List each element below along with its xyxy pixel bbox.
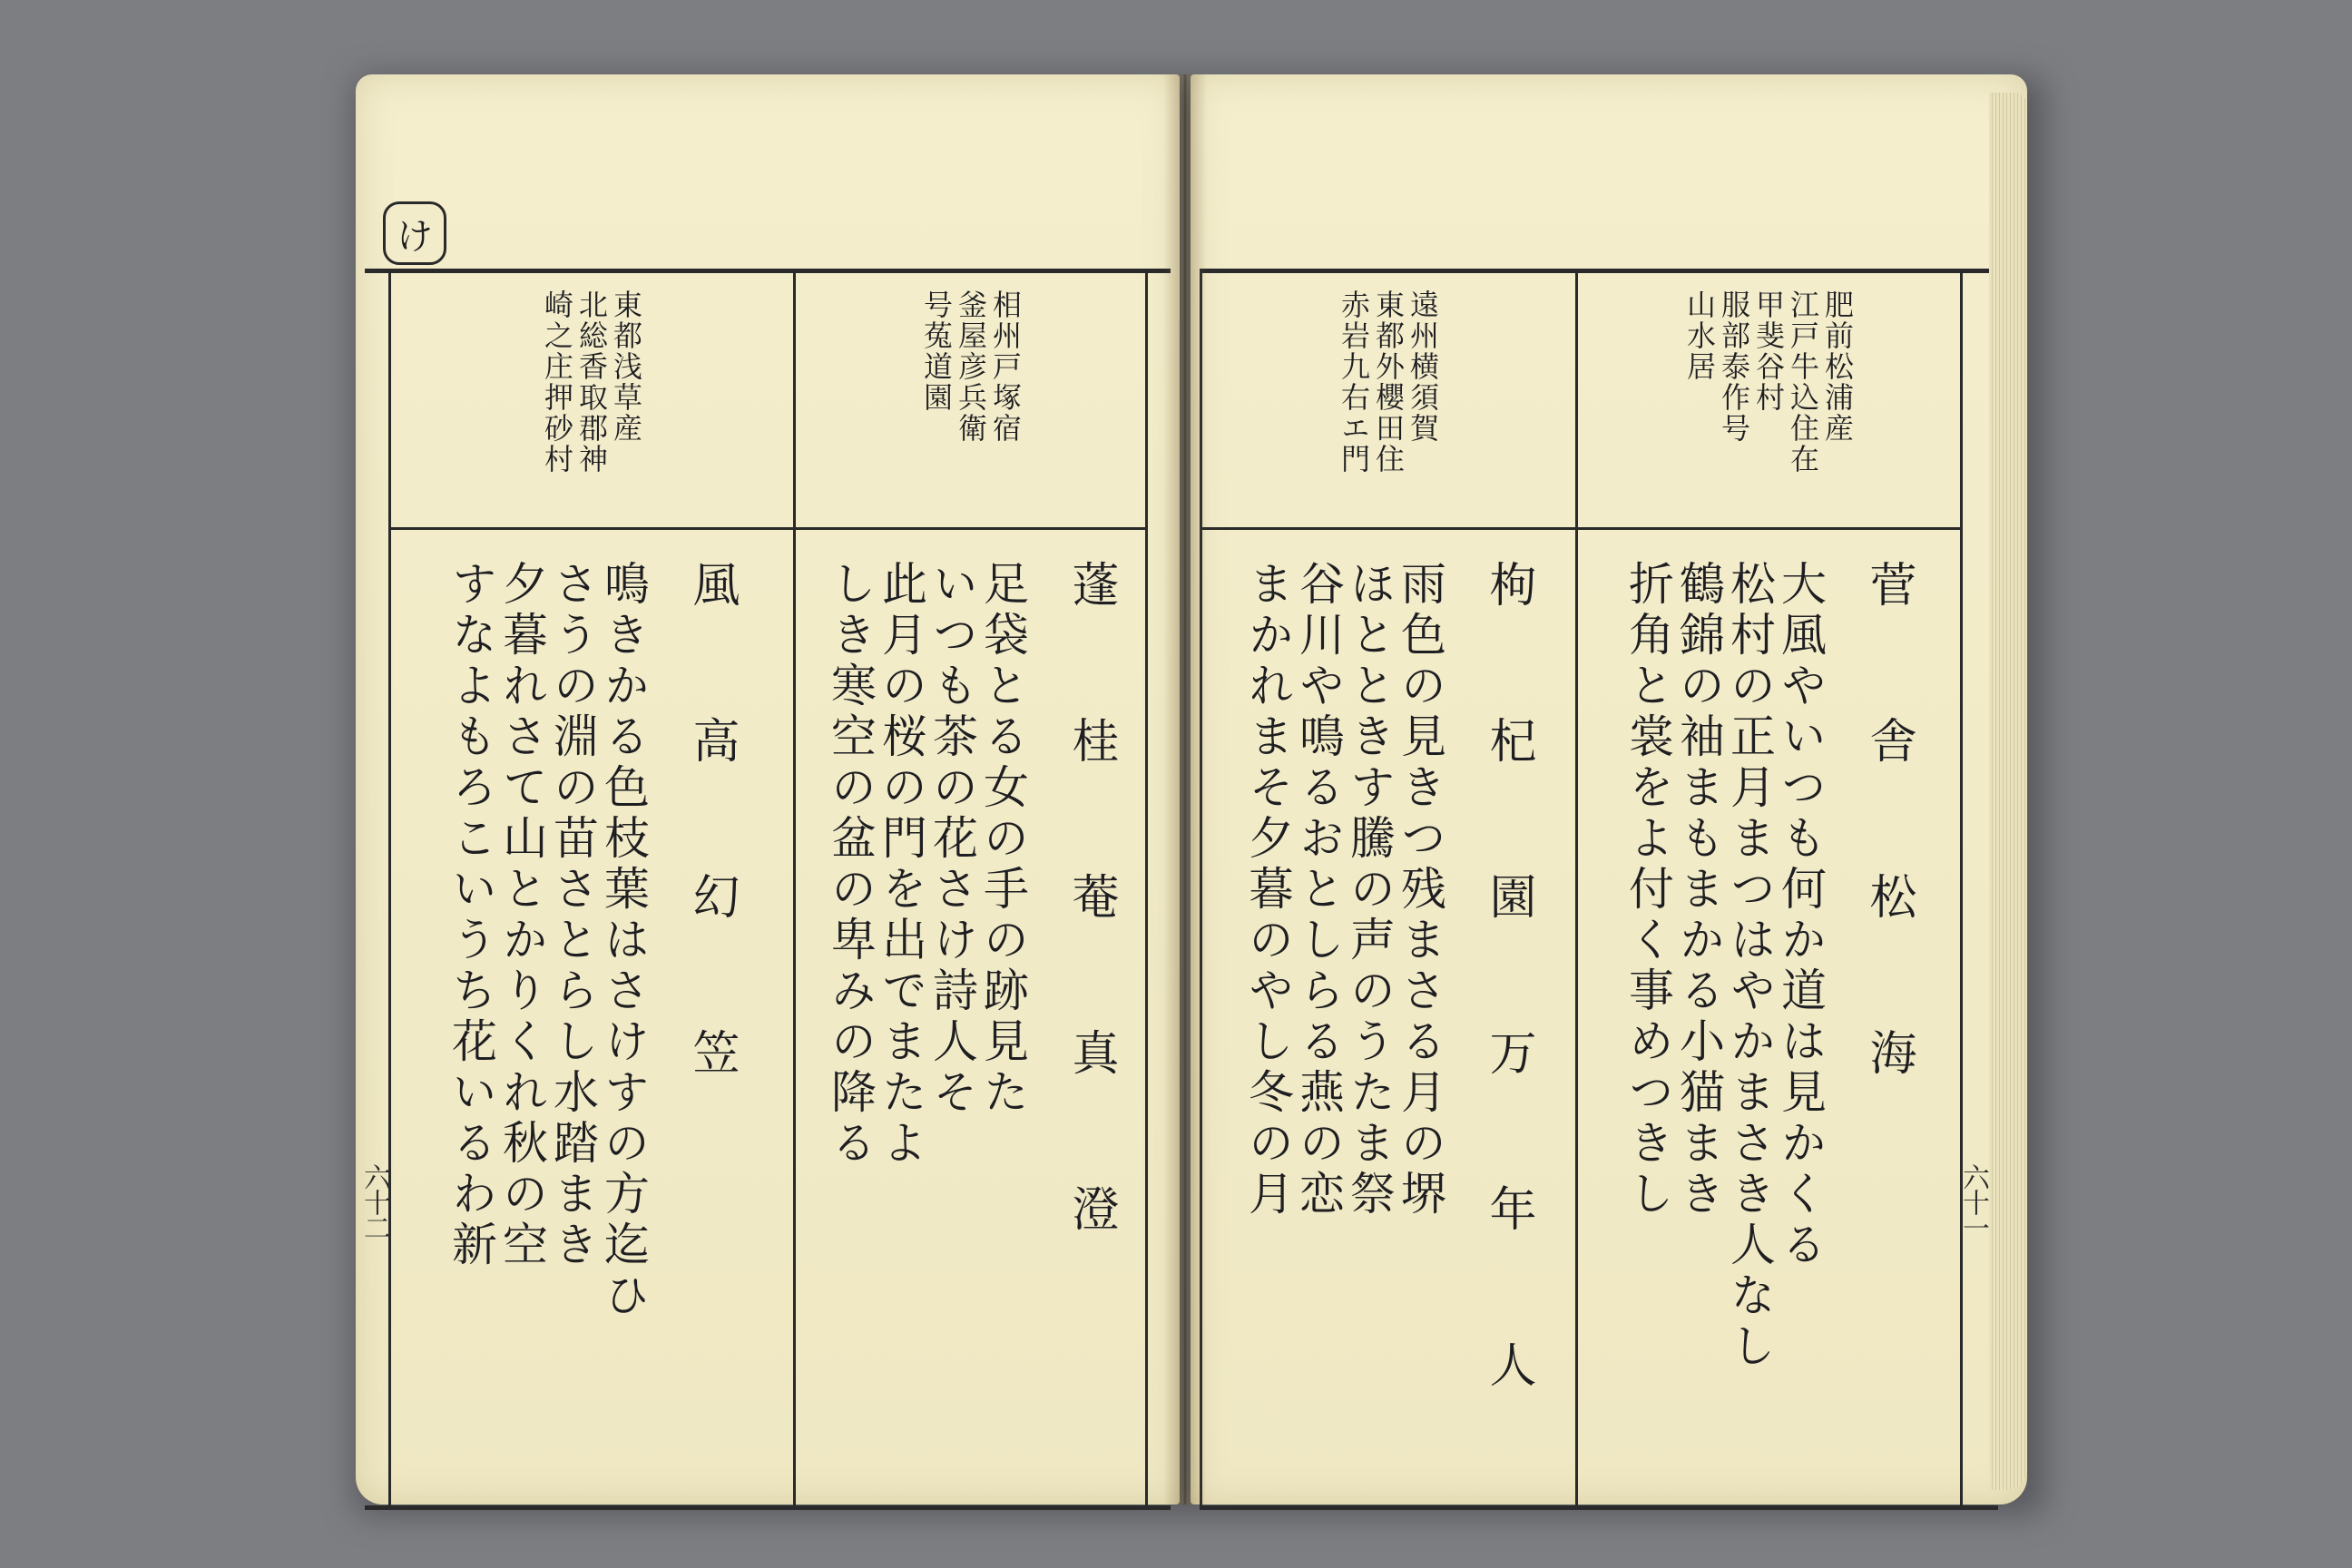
page-folio: 六十二 [358,1163,390,1240]
frame-rule [1145,273,1148,1505]
right-page [1191,74,2027,1504]
poet-info [1203,273,1573,542]
poem-line: 大風やいつも何か道は見かくる [1774,560,1827,1271]
frame-rule [1960,273,1963,1505]
poet-name: 風 高 幻 笠 [684,560,739,1102]
poem-line: 雨色の見きつ残まさる月の堺 [1394,560,1446,1220]
poet-name: 菅 舎 松 海 [1861,560,1916,1102]
poem-line: 此月の桜の門を出でまたよ [875,560,927,1170]
poem-block [1203,531,1573,1522]
poem-line: さうの淵の苗さとらし水踏まき [546,560,599,1271]
column-divider [793,273,796,1505]
poet-info-line: 赤岩九右エ門 [1337,289,1371,475]
poet-info-line: 江戸牛込住在 [1786,289,1820,475]
poet-info-line: 肥前松浦産 [1820,289,1855,444]
poem-block [797,531,1145,1522]
frame-rule [388,273,391,1505]
poet-info-line: 釜屋彦兵衛 [954,289,988,444]
poet-info [1579,273,1958,542]
poem-line: まかれまそ夕暮のやし冬の月 [1241,560,1294,1220]
page-folio: 六十一 [1957,1163,1989,1240]
poem-block [392,531,791,1522]
poet-info-line: 山水居 [1682,289,1717,382]
poet-info-line: 崎之庄押砂村 [540,289,574,475]
poem-line: すなよもろこいうち花いるわ新 [445,560,497,1271]
poem-line: 折角と裳をよ付く事めつきし [1622,560,1674,1220]
poet-name: 蓬 桂 菴 真 澄 [1063,560,1118,1259]
poem-line: いつも茶の花さけ詩人そ [926,560,978,1119]
poet-info [797,273,1145,542]
poet-name: 枸 杞 園 万 年 人 [1481,560,1535,1415]
left-page-frame [365,269,1171,1510]
poet-info-line: 東都外櫻田住 [1371,289,1406,475]
poem-line: 谷川や鳴るおとしらる燕の恋 [1292,560,1345,1220]
poem-line: 鶴錦の袖まもまかる小猫まき [1672,560,1725,1220]
poet-info [392,273,791,542]
poet-info-line: 相州戸塚宿 [988,289,1023,444]
column-divider [1575,273,1578,1505]
poet-info-line: 号菟道園 [919,289,954,413]
poem-line: 足袋とる女の手の跡見た [976,560,1029,1119]
page-seal-badge: け [383,201,446,265]
poet-info-line: 甲斐谷村 [1751,289,1786,413]
left-page [356,74,1180,1504]
poem-line: 松村の正月まつはやかまさき人なし [1723,560,1776,1373]
poet-info-line: 東都浅草産 [609,289,643,444]
right-page-frame [1200,269,1998,1510]
book-gutter [1163,74,1207,1504]
page-edges [1989,93,2027,1490]
poem-block [1579,531,1958,1522]
poem-line: 鳴きかる色枝葉はさけすの方迄ひ [597,560,650,1322]
poem-line: ほとときす騰の声のうたま祭 [1343,560,1396,1220]
open-book [356,74,2027,1504]
poet-info-line: 遠州横須賀 [1406,289,1440,444]
poet-info-line: 北総香取郡神 [574,289,609,475]
poem-line: しき寒空の盆の卑みの降る [824,560,877,1170]
poet-info-line: 服部泰作号 [1717,289,1751,444]
poem-line: 夕暮れさて山とかりくれ秋の空 [495,560,548,1271]
